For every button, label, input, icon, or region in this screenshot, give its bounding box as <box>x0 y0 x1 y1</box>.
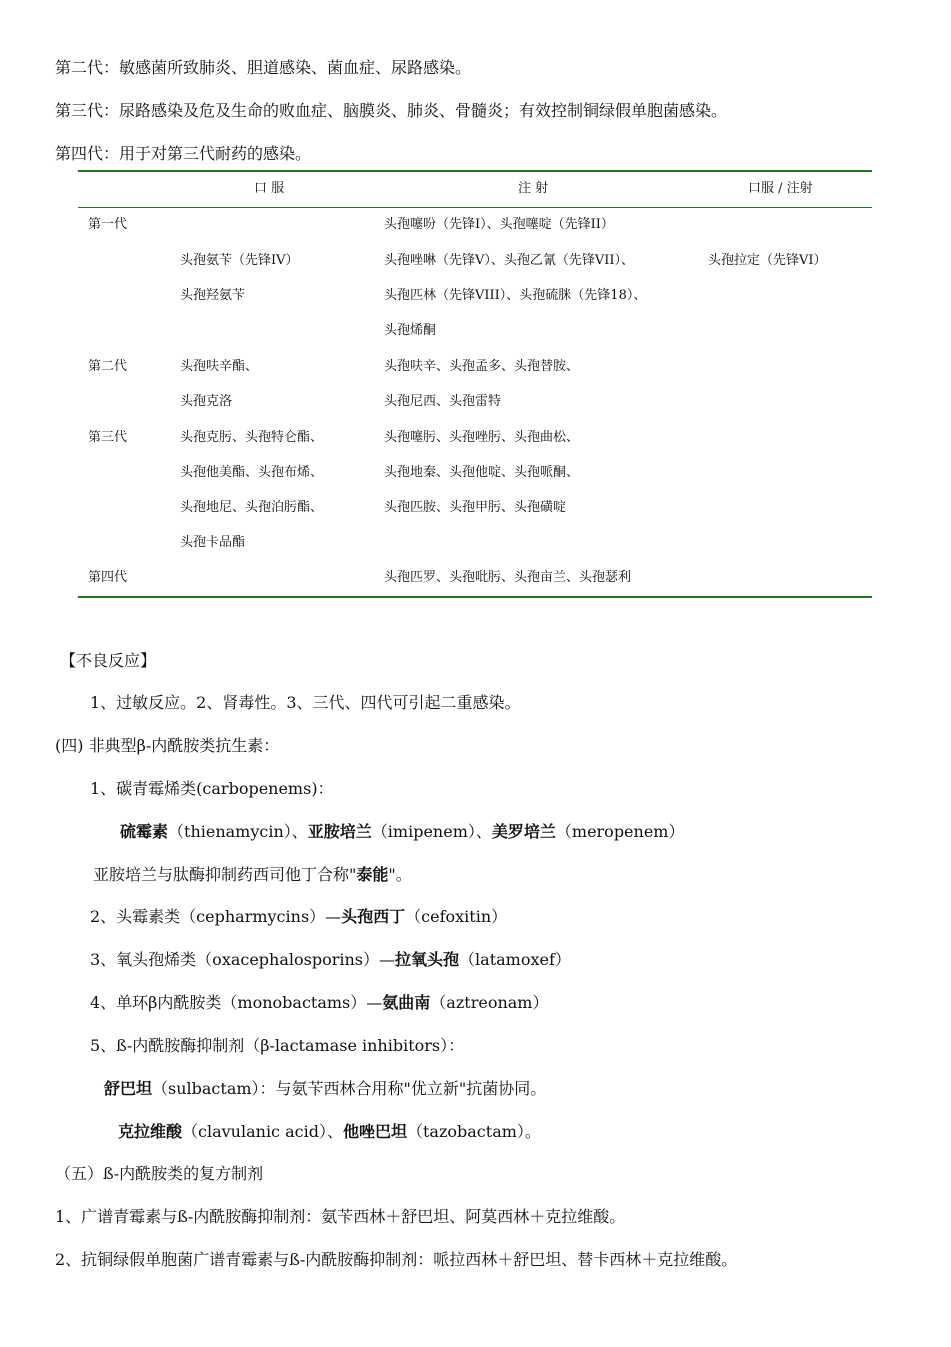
carbapenem-drugs <box>120 822 684 842</box>
table-cell: 第四代 <box>88 570 128 585</box>
note-text: 亚胺培兰与肽酶抑制药西司他丁合称" <box>93 865 357 884</box>
drug-en: （thienamycin）、 <box>168 822 308 841</box>
drug-en: （latamoxef） <box>459 950 571 969</box>
table-cell: 头孢拉定（先锋VI） <box>708 253 827 268</box>
table-bottom-rule <box>78 596 872 598</box>
oxacephem-item <box>90 950 571 970</box>
compound-heading: （五）ß-内酰胺类的复方制剂 <box>55 1164 264 1183</box>
compound-item-1: 1、广谱青霉素与ß-内酰胺酶抑制剂：氨苄西林＋舒巴坦、阿莫西林＋克拉维酸。 <box>55 1207 626 1226</box>
brand-tienam: 泰能 <box>356 865 389 884</box>
cephalosporin-table <box>78 170 872 598</box>
clavulanic-line <box>118 1122 541 1142</box>
atypical-heading: (四) 非典型β-内酰胺类抗生素： <box>55 736 280 755</box>
drug-note: （sulbactam）：与氨苄西林合用称"优立新"抗菌协同。 <box>152 1079 547 1098</box>
table-cell: 头孢他美酯、头孢布烯、 <box>180 465 324 480</box>
drug-tazobactam: 他唑巴坦 <box>342 1122 407 1141</box>
drug-cefoxitin: 头孢西丁 <box>341 907 406 926</box>
table-cell: 头孢呋辛、头孢孟多、头孢替胺、 <box>384 359 580 374</box>
table-cell: 头孢尼西、头孢雷特 <box>384 394 502 409</box>
table-cell: 头孢卡品酯 <box>180 535 246 550</box>
drug-latamoxef: 拉氧头孢 <box>395 950 460 969</box>
drug-en: （tazobactam）。 <box>406 1122 541 1141</box>
table-cell: 头孢地尼、头孢泊肟酯、 <box>180 500 324 515</box>
table-cell: 头孢匹胺、头孢甲肟、头孢磺啶 <box>384 500 567 515</box>
monobactam-item <box>90 993 548 1013</box>
table-cell: 第二代 <box>88 359 128 374</box>
drug-en: （meropenem） <box>555 822 685 841</box>
table-cell: 头孢唑啉（先锋V）、头孢乙氰（先锋VII）、 <box>384 253 635 268</box>
class-text: 3、氧头孢烯类（oxacephalosporins）— <box>90 950 396 969</box>
sulbactam-line <box>104 1079 546 1099</box>
note-text: "。 <box>388 865 412 884</box>
adverse-heading: 【不良反应】 <box>60 651 157 670</box>
table-cell: 第三代 <box>88 430 128 445</box>
carbapenem-item: 1、碳青霉烯类(carbopenems)： <box>90 779 334 798</box>
drug-en: （aztreonam） <box>430 993 549 1012</box>
drug-clavulanic-acid: 克拉维酸 <box>118 1122 183 1141</box>
adverse-text: 1、过敏反应。2、肾毒性。3、三代、四代可引起二重感染。 <box>90 693 521 712</box>
drug-sulbactam: 舒巴坦 <box>104 1079 153 1098</box>
drug-en: （cefoxitin） <box>405 907 508 926</box>
header-injection: 注 射 <box>518 181 549 196</box>
table-cell: 头孢匹林（先锋VIII）、头孢硫脒（先锋18）、 <box>384 288 647 303</box>
drug-en: （imipenem）、 <box>371 822 492 841</box>
table-cell: 头孢呋辛酯、 <box>180 359 259 374</box>
cephamycin-item <box>90 907 507 927</box>
header-oral-injection: 口服 / 注射 <box>748 181 813 196</box>
table-header-rule <box>78 207 872 208</box>
gen3-indication: 第三代：尿路感染及危及生命的败血症、脑膜炎、肺炎、骨髓炎；有效控制铜绿假单胞菌感染。 <box>55 101 728 120</box>
table-cell: 头孢匹罗、头孢吡肟、头孢亩兰、头孢瑟利 <box>384 570 632 585</box>
gen2-indication: 第二代：敏感菌所致肺炎、胆道感染、菌血症、尿路感染。 <box>55 58 472 77</box>
table-top-rule <box>78 170 872 172</box>
drug-aztreonam: 氨曲南 <box>382 993 431 1012</box>
table-cell: 头孢烯酮 <box>384 323 437 338</box>
table-cell: 第一代 <box>88 217 128 232</box>
drug-meropenem: 美罗培兰 <box>491 822 556 841</box>
table-cell: 头孢噻肟、头孢唑肟、头孢曲松、 <box>384 430 580 445</box>
table-cell: 头孢克肟、头孢特仑酯、 <box>180 430 324 445</box>
table-cell: 头孢克洛 <box>180 394 233 409</box>
inhibitor-item: 5、ß-内酰胺酶抑制剂（β-lactamase inhibitors）： <box>90 1036 465 1055</box>
tienam-note <box>93 865 412 885</box>
compound-item-2: 2、抗铜绿假单胞菌广谱青霉素与ß-内酰胺酶抑制剂：哌拉西林＋舒巴坦、替卡西林＋克拉维酸。 <box>55 1250 738 1269</box>
drug-imipenem: 亚胺培兰 <box>307 822 372 841</box>
table-cell: 头孢地秦、头孢他啶、头孢哌酮、 <box>384 465 580 480</box>
drug-en: （clavulanic acid）、 <box>182 1122 343 1141</box>
table-cell: 头孢氨苄（先锋IV） <box>180 253 299 268</box>
class-text: 2、头霉素类（cepharmycins）— <box>90 907 342 926</box>
gen4-indication: 第四代：用于对第三代耐药的感染。 <box>55 144 312 163</box>
class-text: 4、单环β内酰胺类（monobactams）— <box>90 993 383 1012</box>
table-cell: 头孢羟氨苄 <box>180 288 246 303</box>
drug-thienamycin: 硫霉素 <box>120 822 169 841</box>
header-oral: 口 服 <box>254 181 285 196</box>
table-cell: 头孢噻吩（先锋I）、头孢噻啶（先锋II） <box>384 217 614 232</box>
